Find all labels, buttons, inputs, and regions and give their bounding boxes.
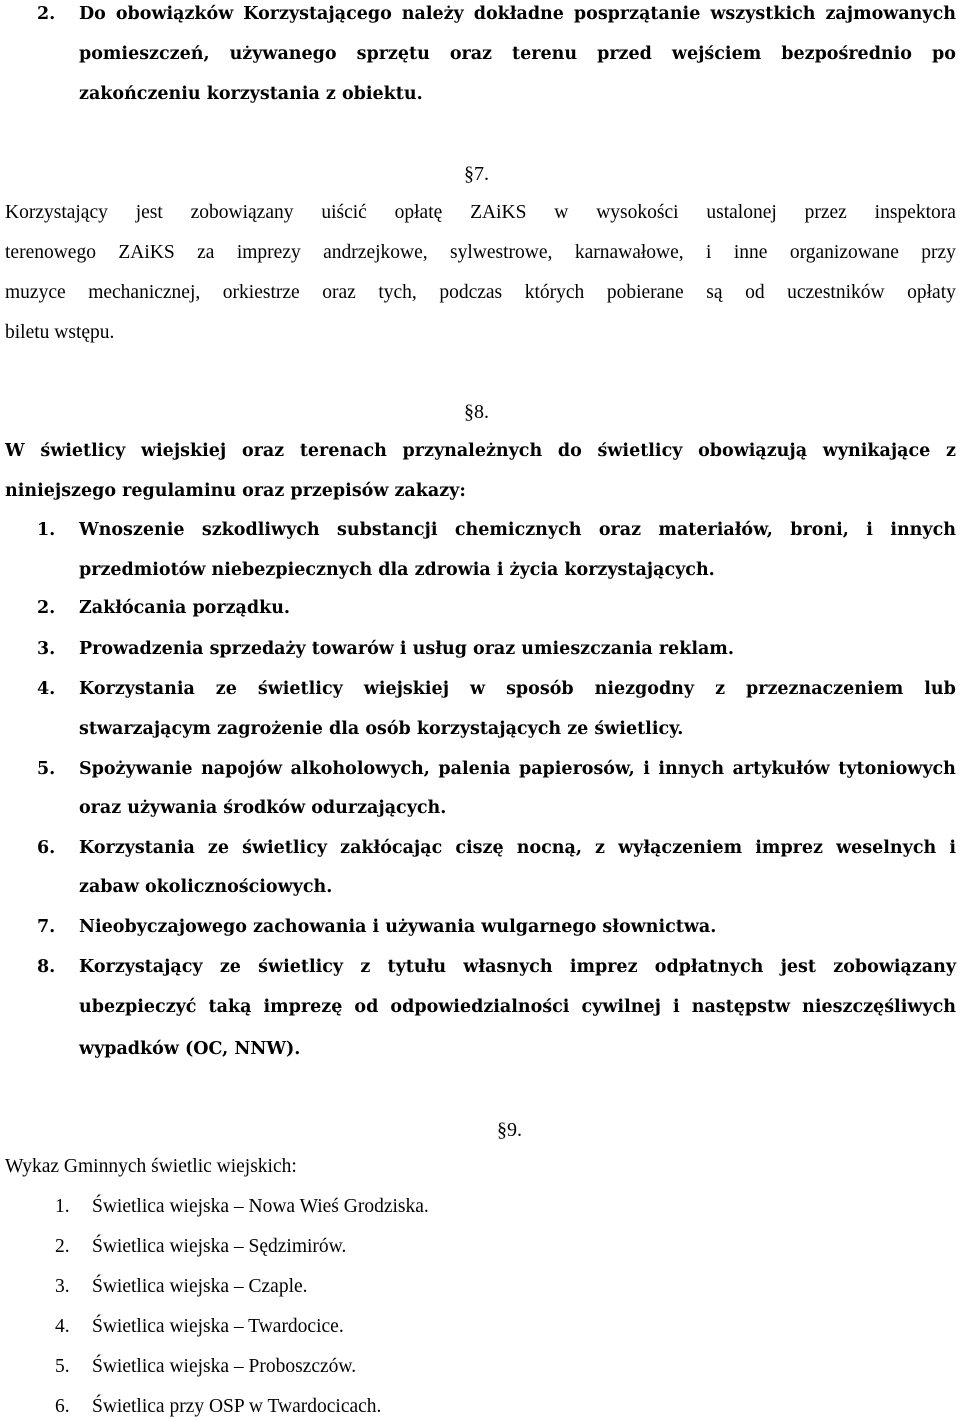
word: należy (401, 4, 464, 24)
word: uiścić (321, 202, 367, 223)
word: ZAiKS (118, 242, 175, 263)
word: Korzystającego (243, 4, 392, 24)
word: własnych (463, 957, 553, 977)
list-item-line: Nieobyczajowego zachowania i używania wulgarnego słownictwa. (79, 917, 717, 937)
word: nieszczęśliwych (802, 997, 956, 1017)
word: przez (804, 202, 847, 223)
word: substancji (337, 520, 438, 540)
word: których (524, 282, 585, 303)
word: terenu (512, 44, 578, 64)
word: ZAiKS (470, 202, 527, 223)
word: wszystkich (710, 4, 816, 24)
word: świetlicy (40, 441, 126, 461)
word: bezpośrednio (781, 44, 912, 64)
list-item-line: Prowadzenia sprzedaży towarów i usług oraz umieszczania reklam. (79, 639, 734, 659)
word: pobierane (606, 282, 684, 303)
word: zajmowanych (825, 4, 956, 24)
word: artykułów (732, 759, 830, 779)
word: oraz (598, 520, 642, 540)
list-item-number: 1. (55, 1196, 70, 1217)
list-item-number: 2. (37, 598, 56, 618)
word: uczestników (787, 282, 885, 303)
list-item-text: Świetlica wiejska – Sędzimirów. (92, 1236, 347, 1257)
word: zobowiązany (190, 202, 294, 223)
word: wysokości (596, 202, 679, 223)
word: organizowane (789, 242, 899, 263)
word: zakłócając (340, 838, 443, 858)
section-7-line-2 (5, 243, 956, 263)
word: imprezę (263, 997, 343, 1017)
word: wiejskiej (363, 679, 450, 699)
word: ze (219, 957, 241, 977)
word: tytoniowych (838, 759, 956, 779)
word: z (715, 679, 726, 699)
word: jest (135, 202, 163, 223)
word: przy (921, 242, 956, 263)
word: świetlicy (242, 838, 328, 858)
list-item-line (79, 522, 956, 540)
list-item-text: Świetlica wiejska – Twardocice. (92, 1316, 344, 1337)
word: za (197, 242, 215, 263)
word: napojów (201, 759, 283, 779)
word: imprez (569, 957, 638, 977)
word: używanego (229, 44, 337, 64)
word: opłaty (907, 282, 956, 303)
word: alkoholowych, (290, 759, 430, 779)
list-item-text: Świetlica przy OSP w Twardocicach. (92, 1396, 382, 1417)
word: i (672, 997, 680, 1017)
word: od (745, 282, 765, 303)
word: inne (733, 242, 768, 263)
word: innych (890, 520, 956, 540)
section-9-heading: §9. (497, 1119, 522, 1141)
word: muzyce (5, 282, 66, 303)
top-item-line-2 (79, 46, 956, 64)
word: W (5, 441, 25, 461)
list-item-number: 6. (37, 838, 56, 858)
word: sposób (506, 679, 574, 699)
word: w (554, 202, 569, 223)
word: palenia (438, 759, 511, 779)
word: weselnych (836, 838, 937, 858)
top-item-line-1 (79, 6, 956, 24)
section-8-intro-line-1 (5, 443, 956, 461)
word: papierosów, (518, 759, 635, 779)
word: Wnoszenie (79, 520, 185, 540)
word: wiejskiej (140, 441, 227, 461)
word: inspektora (874, 202, 956, 223)
word: zobowiązany (833, 957, 956, 977)
list-item-number: 3. (37, 639, 56, 659)
word: materiałów, (658, 520, 773, 540)
list-item-line (79, 959, 956, 977)
list-item-line: stwarzającym zagrożenie dla osób korzystających ze świetlicy. (79, 719, 684, 739)
list-item-line (79, 761, 956, 779)
word: wejściem (671, 44, 762, 64)
word: ciszę (455, 838, 504, 858)
word: i (949, 838, 956, 858)
top-item-line-3: zakończeniu korzystania z obiektu. (79, 84, 423, 104)
word: ustalonej (706, 202, 777, 223)
list-item-line: zabaw okolicznościowych. (79, 877, 333, 897)
section-7-line-4: biletu wstępu. (5, 322, 115, 343)
word: andrzejkowe, (323, 242, 428, 263)
list-item-number: 2. (55, 1236, 70, 1257)
word: Spożywanie (79, 759, 193, 779)
word: przynależnych (402, 441, 543, 461)
word: Korzystania (79, 838, 195, 858)
word: Korzystania (79, 679, 195, 699)
section-7-line-1 (5, 203, 956, 223)
section-8-heading: §8. (464, 401, 489, 423)
word: i (643, 759, 650, 779)
word: mechanicznej, (88, 282, 201, 303)
word: świetlicy (257, 679, 343, 699)
list-item-text: Świetlica wiejska – Czaple. (92, 1276, 308, 1297)
list-item-line: oraz używania środków odurzających. (79, 798, 447, 818)
section-7-heading: §7. (464, 163, 489, 185)
word: taką (208, 997, 252, 1017)
section-9-intro: Wykaz Gminnych świetlic wiejskich: (5, 1156, 297, 1177)
word: i (706, 242, 712, 263)
word: sylwestrowe, (450, 242, 553, 263)
list-item-line: wypadków (OC, NNW). (79, 1039, 301, 1059)
word: ubezpieczyć (79, 997, 197, 1017)
word: imprez (755, 838, 823, 858)
word: z (595, 838, 605, 858)
word: terenowego (5, 242, 96, 263)
list-item-number: 6. (55, 1396, 70, 1417)
word: świetlicy (597, 441, 683, 461)
word: tych, (378, 282, 417, 303)
list-item-number: 1. (37, 520, 56, 540)
word: wynikające (822, 441, 931, 461)
word: przed (597, 44, 652, 64)
top-item-number: 2. (37, 4, 56, 24)
word: nocną, (516, 838, 582, 858)
list-item-number: 4. (55, 1316, 70, 1337)
word: świetlicy (258, 957, 344, 977)
word: i (866, 520, 873, 540)
word: przeznaczeniem (746, 679, 904, 699)
list-item-number: 8. (37, 957, 56, 977)
list-item-line (79, 681, 956, 699)
list-item-line: przedmiotów niebezpiecznych dla zdrowia i życia korzystających. (79, 560, 715, 580)
word: posprzątanie (573, 4, 701, 24)
word: orkiestrze (222, 282, 300, 303)
word: oraz (322, 282, 356, 303)
list-item-line: Zakłócania porządku. (79, 598, 291, 618)
word: z (946, 441, 956, 461)
word: chemicznych (454, 520, 582, 540)
word: karnawałowe, (574, 242, 684, 263)
word: w (470, 679, 486, 699)
word: imprezy (236, 242, 301, 263)
word: szkodliwych (201, 520, 320, 540)
word: sprzętu (356, 44, 430, 64)
word: po (932, 44, 956, 64)
list-item-number: 7. (37, 917, 56, 937)
word: pomieszczeń, (79, 44, 210, 64)
word: od (354, 997, 379, 1017)
word: następstw (691, 997, 791, 1017)
word: z (360, 957, 371, 977)
word: ze (207, 838, 229, 858)
list-item-number: 4. (37, 679, 56, 699)
list-item-text: Świetlica wiejska – Proboszczów. (92, 1356, 357, 1377)
word: niezgodny (594, 679, 695, 699)
list-item-number: 5. (37, 759, 56, 779)
section-7-line-3 (5, 283, 956, 303)
word: wyłączeniem (618, 838, 743, 858)
list-item-line (79, 840, 956, 858)
word: odpłatnych (654, 957, 764, 977)
list-item-text: Świetlica wiejska – Nowa Wieś Grodziska. (92, 1196, 429, 1217)
section-8-intro-line-2: niniejszego regulaminu oraz przepisów zakazy: (5, 481, 466, 501)
list-item-number: 5. (55, 1356, 70, 1377)
word: podczas (439, 282, 503, 303)
word: broni, (790, 520, 849, 540)
word: Korzystający (5, 202, 108, 223)
list-item-number: 3. (55, 1276, 70, 1297)
word: obowiązków (115, 4, 234, 24)
word: obowiązują (698, 441, 808, 461)
word: ze (215, 679, 237, 699)
word: innych (658, 759, 725, 779)
list-item-line (79, 999, 956, 1017)
word: Do (79, 4, 106, 24)
word: oraz (449, 44, 492, 64)
word: opłatę (394, 202, 443, 223)
word: do (557, 441, 582, 461)
word: jest (780, 957, 816, 977)
word: są (706, 282, 723, 303)
word: tytułu (387, 957, 447, 977)
word: lub (924, 679, 956, 699)
word: cywilnej (581, 997, 661, 1017)
word: Korzystający (79, 957, 203, 977)
word: oraz (241, 441, 285, 461)
word: odpowiedzialności (390, 997, 570, 1017)
word: dokładne (473, 4, 564, 24)
word: terenach (299, 441, 387, 461)
